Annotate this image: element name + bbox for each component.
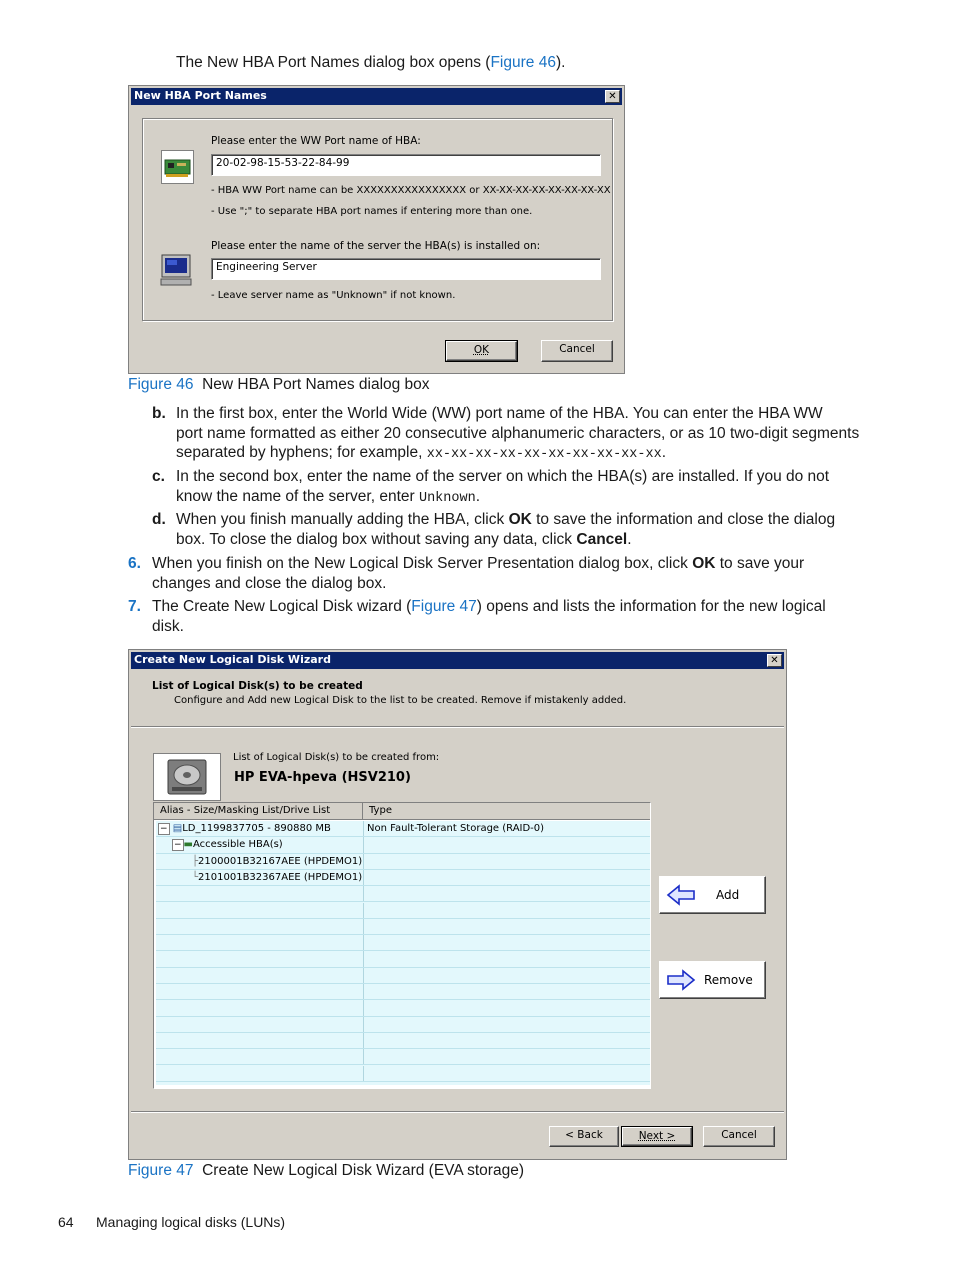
table-row[interactable]: └2101001B32367AEE (HPDEMO1) (156, 870, 650, 886)
storage-icon (153, 753, 221, 801)
empty-row (156, 1017, 650, 1033)
arrow-left-icon (666, 884, 696, 906)
wizard-heading: List of Logical Disk(s) to be created (152, 680, 363, 692)
tree-line-icon: └ (192, 871, 199, 883)
new-hba-port-names-dialog (128, 85, 625, 374)
step-b-label: b. (152, 405, 166, 422)
hba-form-group (142, 118, 613, 321)
server-name-hint: - Leave server name as "Unknown" if not known. (211, 290, 456, 301)
wwn-format-hint: - HBA WW Port name can be XXXXXXXXXXXXXXXX or XX-XX-XX-XX-XX-XX-XX-XX (211, 185, 611, 196)
back-button[interactable]: < Back (549, 1126, 619, 1147)
step-b-text: In the first box, enter the World Wide (WW) port name of the HBA. You can enter the HBA WW port name formatted as either 20 consecutive alphanumeric characters, or as 10 two-digit segments separated by hyphens; for example, xx-xx-xx-xx-xx-xx-xx-xx-xx-xx. (176, 405, 860, 462)
empty-row (156, 951, 650, 967)
server-name-input[interactable]: Engineering Server (211, 258, 601, 280)
empty-row (156, 919, 650, 935)
wwn-prompt: Please enter the WW Port name of HBA: (211, 135, 421, 147)
footer-divider (131, 1111, 784, 1113)
footer-section: Managing logical disks (LUNs) (96, 1214, 286, 1230)
step-7-text: The Create New Logical Disk wizard (Figure 47) opens and lists the information for the new logical disk. (152, 598, 826, 635)
list-header (154, 803, 650, 820)
disk-icon: ▤ (172, 823, 183, 834)
wizard-title: Create New Logical Disk Wizard (134, 653, 331, 666)
dialog-title-bar (131, 88, 622, 105)
empty-row (156, 1049, 650, 1065)
arrow-right-icon (666, 969, 696, 991)
close-icon[interactable]: ✕ (605, 90, 620, 103)
step-7-label: 7. (128, 598, 141, 615)
step-6-label: 6. (128, 555, 141, 572)
computer-icon (159, 253, 194, 287)
wwn-input[interactable]: 20-02-98-15-53-22-84-99 (211, 154, 601, 176)
figure-47-caption: Figure 47 Create New Logical Disk Wizard (EVA storage) (128, 1162, 524, 1179)
page-number: 64 (58, 1214, 74, 1230)
header-divider (131, 726, 784, 728)
figure-46-caption: Figure 46 New HBA Port Names dialog box (128, 376, 430, 393)
intro-text: The New HBA Port Names dialog box opens (Figure 46). (176, 54, 566, 71)
step-d-label: d. (152, 511, 166, 528)
column-header-alias[interactable]: Alias - Size/Masking List/Drive List (154, 803, 363, 819)
server-prompt: Please enter the name of the server the HBA(s) is installed on: (211, 240, 541, 252)
column-header-type[interactable]: Type (369, 805, 392, 816)
hba-card-icon (161, 150, 194, 184)
step-6-text: When you finish on the New Logical Disk Server Presentation dialog box, click OK to save your changes and close the dialog box. (152, 555, 805, 592)
step-c-text: In the second box, enter the name of the server on which the HBA(s) are installed. If you do not know the name of the server, enter Unknown. (176, 468, 830, 506)
collapse-icon[interactable]: − (160, 824, 168, 834)
wizard-title-bar (131, 652, 784, 669)
figure-46-link[interactable]: Figure 46 (490, 54, 556, 71)
empty-row (156, 984, 650, 1000)
logical-disk-list (153, 802, 651, 1089)
create-logical-disk-wizard (128, 649, 787, 1160)
ok-button[interactable]: OK (446, 341, 517, 361)
cancel-button[interactable]: Cancel (703, 1126, 775, 1147)
add-button[interactable]: Add (659, 876, 766, 914)
dialog-title: New HBA Port Names (134, 89, 267, 102)
wizard-header (131, 670, 784, 725)
wwn-separator-hint: - Use ";" to separate HBA port names if entering more than one. (211, 206, 533, 217)
step-d-text: When you finish manually adding the HBA, click OK to save the information and close the dialog box. To close the dialog box without saving any data, click Cancel. (176, 511, 836, 548)
figure-47-link[interactable]: Figure 47 (411, 598, 477, 615)
cancel-button[interactable]: Cancel (541, 340, 613, 362)
wizard-subheading: Configure and Add new Logical Disk to the list to be created. Remove if mistakenly added. (174, 695, 627, 706)
table-row[interactable]: ├2100001B32167AEE (HPDEMO1) (156, 854, 650, 870)
table-row[interactable]: − ▬Accessible HBA(s) (156, 837, 650, 853)
step-c-label: c. (152, 468, 165, 485)
remove-button[interactable]: Remove (659, 961, 766, 999)
close-icon[interactable]: ✕ (767, 654, 782, 667)
table-row[interactable]: − ▤LD_1199837705 - 890880 MB Non Fault-Tolerant Storage (RAID-0) (156, 821, 650, 837)
empty-row (156, 903, 650, 919)
next-button[interactable]: Next > (622, 1127, 692, 1146)
collapse-icon[interactable]: − (174, 840, 182, 851)
empty-row (156, 968, 650, 984)
empty-row (156, 935, 650, 951)
list-body (156, 821, 650, 1085)
empty-row (156, 1066, 650, 1082)
hba-icon: ▬ (183, 839, 193, 851)
source-label: List of Logical Disk(s) to be created from: (233, 752, 440, 763)
source-name: HP EVA-hpeva (HSV210) (234, 770, 411, 785)
empty-row (156, 886, 650, 902)
empty-row (156, 1000, 650, 1016)
empty-row (156, 1033, 650, 1049)
tree-line-icon: ├ (192, 855, 199, 867)
